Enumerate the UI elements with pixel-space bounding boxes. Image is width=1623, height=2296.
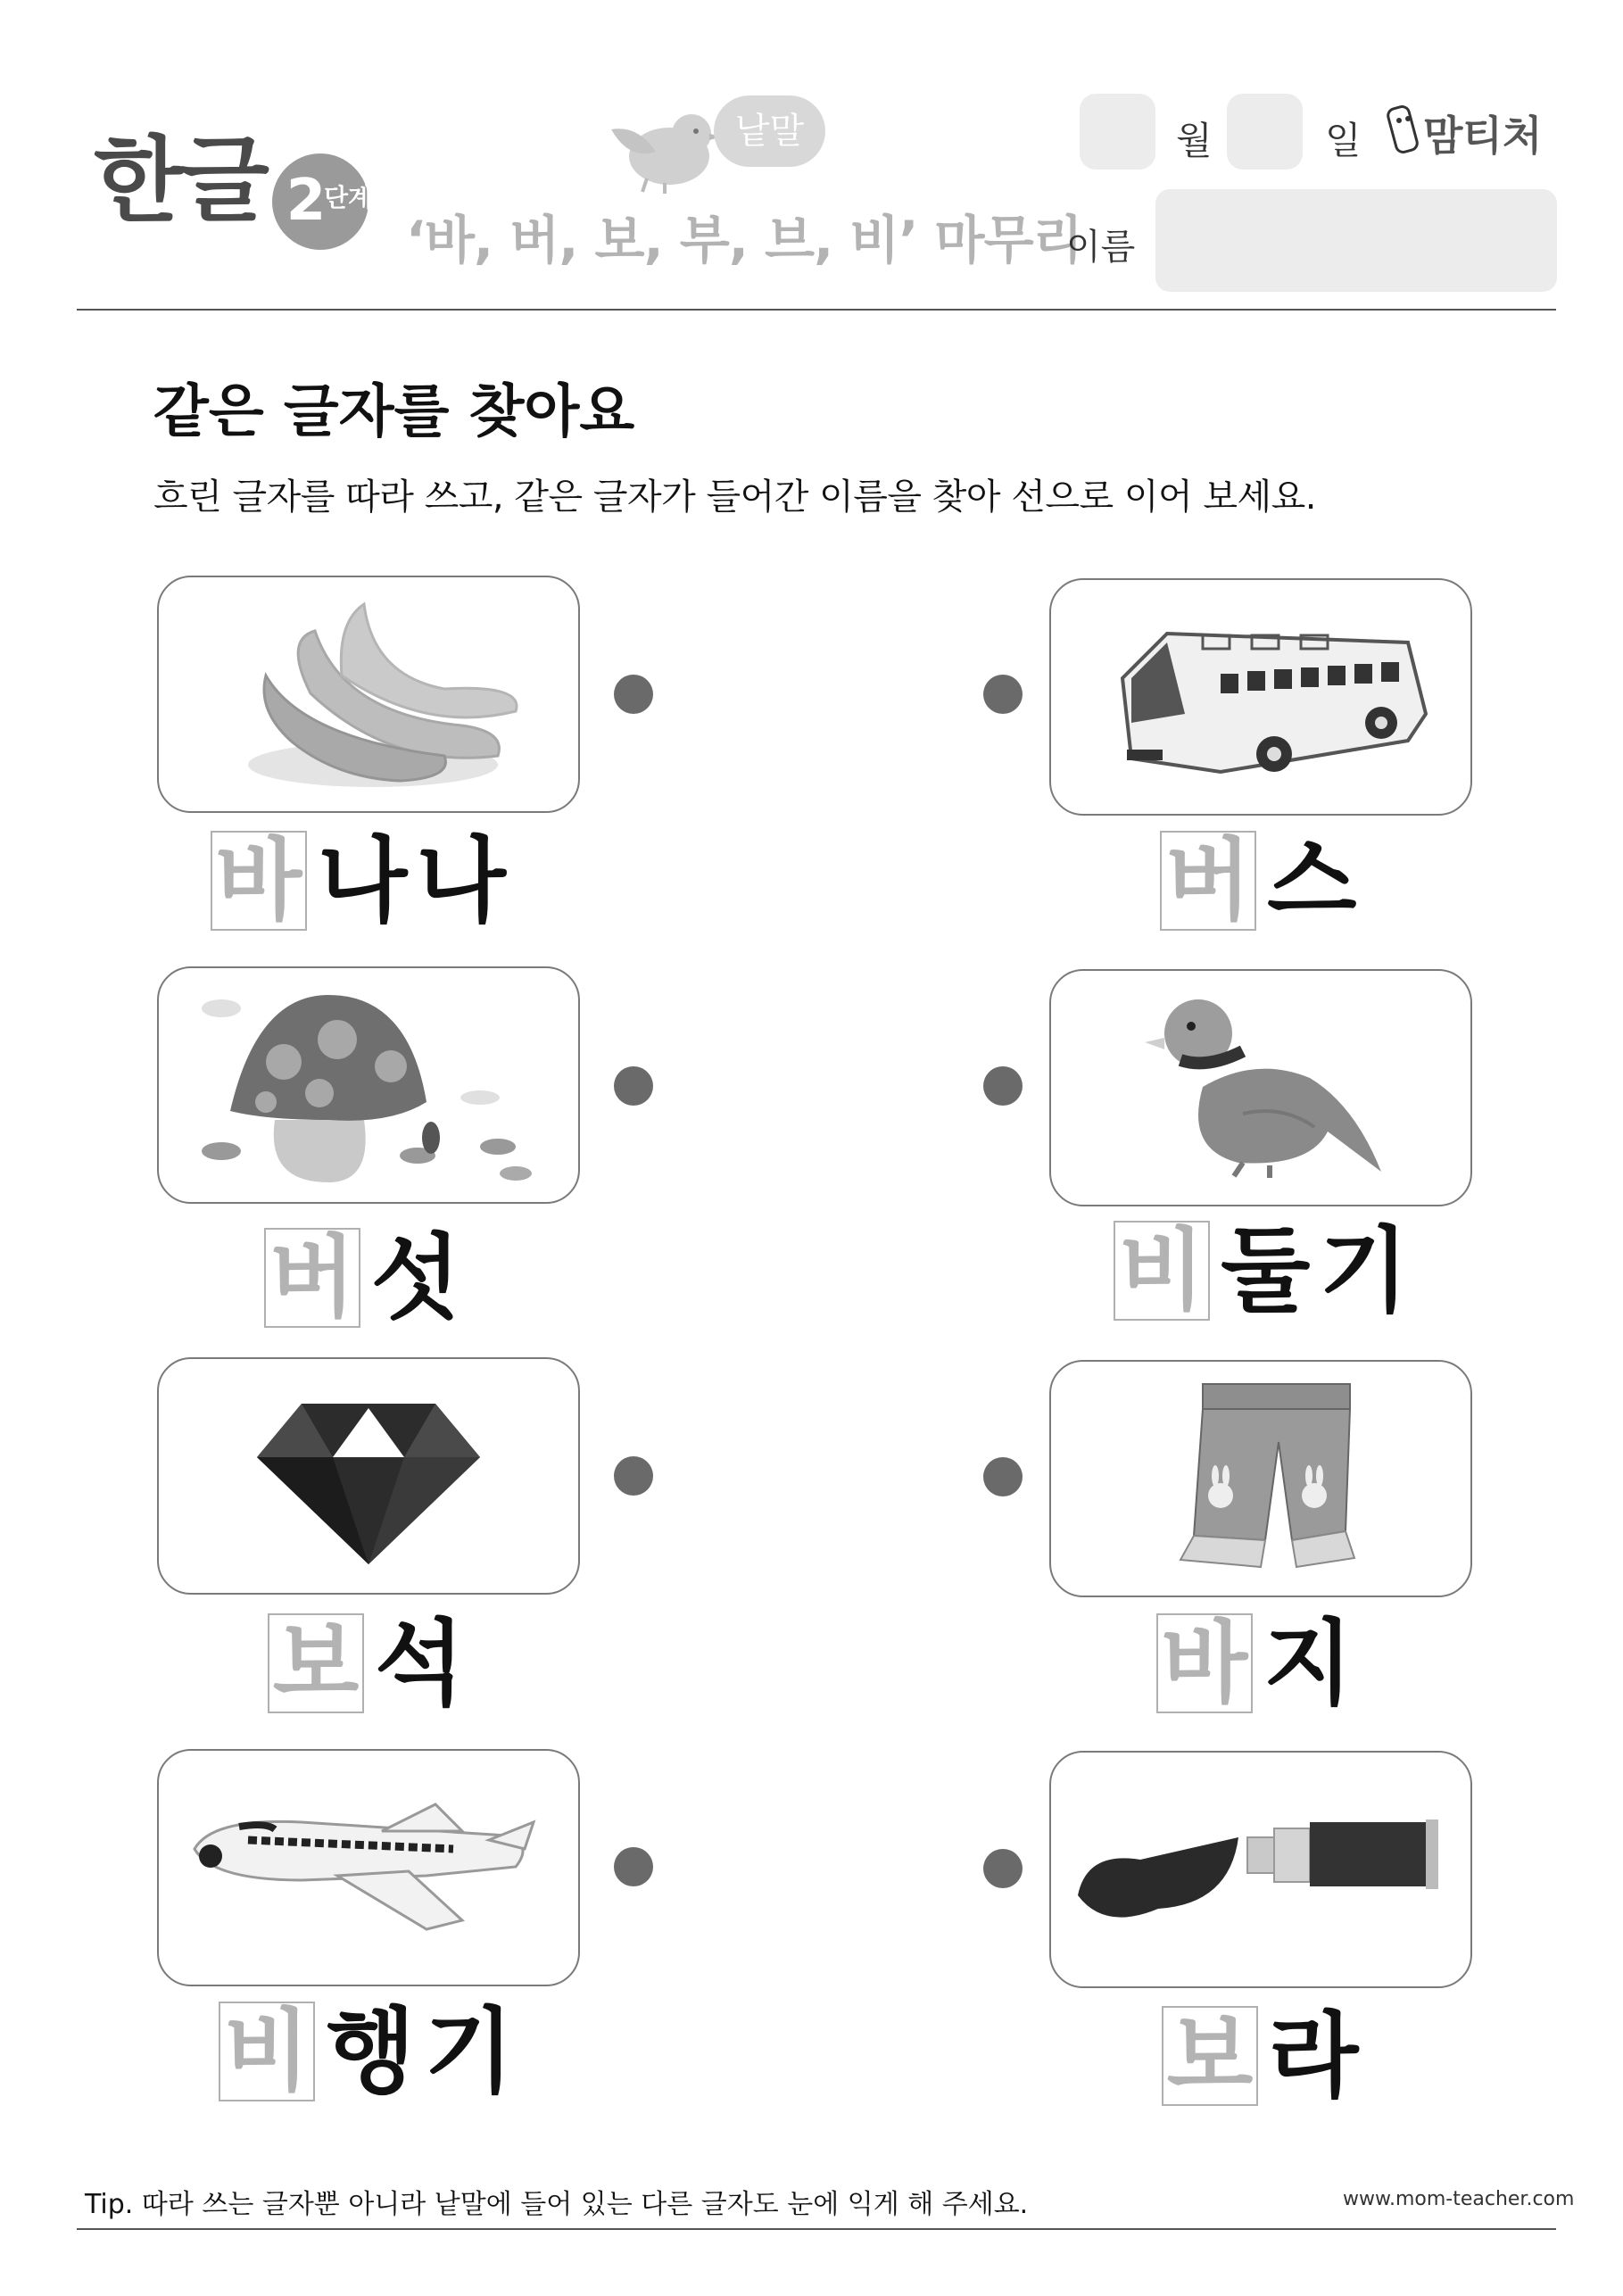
word-rest: 둘기 xyxy=(1221,1216,1418,1325)
logo-title: 한글 xyxy=(94,126,266,235)
lesson-subtitle: ‘바, 버, 보, 부, 브, 비’ 마무리 xyxy=(406,210,1082,270)
activity-instruction: 흐린 글자를 따라 쓰고, 같은 글자가 들어간 이름을 찾아 선으로 이어 보세요. xyxy=(153,477,1316,518)
picture-card-pants xyxy=(1049,1360,1472,1597)
word-violet xyxy=(1162,2003,1367,2109)
activity-heading: 같은 글자를 찾아요 xyxy=(153,379,635,445)
month-field[interactable] xyxy=(1080,94,1155,170)
word-airplane xyxy=(219,1999,523,2104)
gem-icon xyxy=(159,1359,578,1593)
tip-text: Tip. 따라 쓰는 글자뿐 아니라 낱말에 들어 있는 다른 글자도 눈에 익게 해 주세요. xyxy=(85,2189,1029,2220)
word-rest: 섯 xyxy=(371,1223,470,1332)
level-label: 단계 xyxy=(324,183,373,212)
picture-card-airplane xyxy=(157,1749,580,1986)
picture-card-mushroom xyxy=(157,966,580,1204)
picture-card-pigeon xyxy=(1049,969,1472,1206)
trace-letter[interactable]: 비 xyxy=(1114,1221,1210,1321)
word-rest: 석 xyxy=(375,1609,474,1718)
brand-logo xyxy=(1383,98,1561,170)
word-mushroom xyxy=(264,1225,469,1330)
match-dot-right-4[interactable] xyxy=(983,1849,1023,1888)
trace-letter[interactable]: 버 xyxy=(1160,831,1256,931)
month-label: 월 xyxy=(1176,119,1213,162)
picture-card-bus xyxy=(1049,578,1472,816)
match-dot-right-2[interactable] xyxy=(983,1066,1023,1106)
trace-letter[interactable]: 보 xyxy=(1162,2006,1258,2106)
trace-letter[interactable]: 바 xyxy=(211,831,307,931)
match-dot-left-4[interactable] xyxy=(614,1847,653,1886)
trace-letter[interactable]: 보 xyxy=(268,1613,364,1713)
word-bus xyxy=(1160,828,1365,933)
word-pigeon xyxy=(1114,1218,1418,1323)
word-banana xyxy=(211,828,515,933)
name-label: 이름 xyxy=(1066,227,1136,268)
word-rest: 라 xyxy=(1269,2002,1368,2110)
mushroom-icon xyxy=(159,968,578,1202)
picture-card-paint xyxy=(1049,1751,1472,1988)
word-rest: 나나 xyxy=(318,826,515,935)
bird-icon xyxy=(593,94,727,201)
footer-divider xyxy=(77,2228,1556,2230)
banana-icon xyxy=(159,577,578,811)
word-badge: 낱말 xyxy=(714,95,825,167)
word-pants xyxy=(1156,1611,1362,1716)
match-dot-left-3[interactable] xyxy=(614,1456,653,1496)
word-rest: 지 xyxy=(1263,1609,1362,1718)
word-gem xyxy=(268,1611,473,1716)
pants-icon xyxy=(1051,1362,1470,1596)
match-dot-left-2[interactable] xyxy=(614,1066,653,1106)
level-number: 2 xyxy=(286,168,327,234)
trace-letter[interactable]: 버 xyxy=(264,1228,360,1328)
header-divider xyxy=(77,309,1556,311)
word-rest: 스 xyxy=(1267,826,1366,935)
picture-card-banana xyxy=(157,576,580,813)
match-dot-left-1[interactable] xyxy=(614,675,653,714)
bus-icon xyxy=(1051,580,1470,814)
match-dot-right-3[interactable] xyxy=(983,1457,1023,1496)
trace-letter[interactable]: 비 xyxy=(219,2002,315,2101)
day-field[interactable] xyxy=(1227,94,1303,170)
day-label: 일 xyxy=(1325,119,1362,162)
paint-tube-icon xyxy=(1051,1753,1470,1986)
pigeon-icon xyxy=(1051,971,1470,1205)
airplane-icon xyxy=(159,1751,578,1985)
trace-letter[interactable]: 바 xyxy=(1156,1613,1253,1713)
website-link[interactable]: www.mom-teacher.com xyxy=(1343,2188,1575,2210)
word-rest: 행기 xyxy=(326,1997,523,2106)
name-field[interactable] xyxy=(1155,189,1557,292)
picture-card-gem xyxy=(157,1357,580,1595)
svg-text:맘티처: 맘티처 xyxy=(1423,112,1543,160)
match-dot-right-1[interactable] xyxy=(983,675,1023,714)
